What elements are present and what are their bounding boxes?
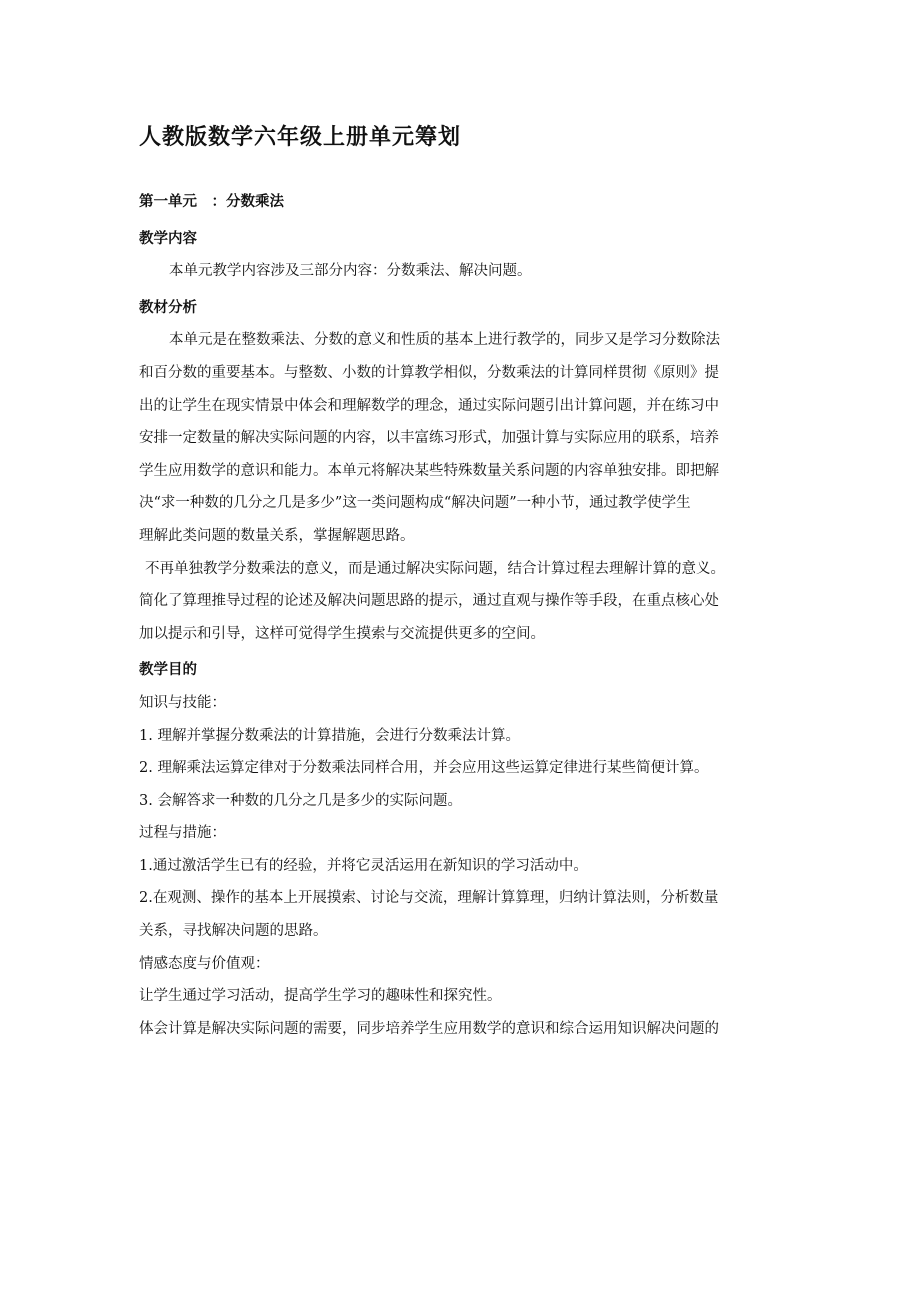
process-line: 关系，寻找解决问题的思路。 — [139, 923, 328, 940]
process-line: 2.在观测、操作的基本上开展摸索、讨论与交流，理解计算算理，归纳计算法则，分析数量 — [139, 890, 719, 907]
knowledge-item: 1. 理解并掌握分数乘法的计算措施，会进行分数乘法计算。 — [139, 727, 520, 744]
analysis-line: 学生应用数学的意识和能力。本单元将解决某些特殊数量关系问题的内容单独安排。即把解 — [139, 462, 719, 479]
knowledge-label: 知识与技能： — [139, 694, 226, 711]
analysis-line: 安排一定数量的解决实际问题的内容，以丰富练习形式，加强计算与实际应用的联系，培养 — [139, 430, 719, 447]
unit-heading: 第一单元 ：分数乘法 — [139, 193, 284, 210]
process-line: 1.通过激活学生已有的经验，并将它灵活运用在新知识的学习活动中。 — [139, 857, 588, 874]
attitude-label: 情感态度与价值观： — [139, 955, 270, 972]
section-heading-analysis: 教材分析 — [139, 298, 197, 316]
process-label: 过程与措施： — [139, 825, 226, 842]
section-heading-content: 教学内容 — [139, 229, 197, 247]
document-title: 人教版数学六年级上册单元筹划 — [139, 124, 462, 150]
knowledge-item: 2. 理解乘法运算定律对于分数乘法同样合用，并会应用这些运算定律进行某些简便计算。 — [139, 760, 709, 777]
analysis-line: 理解此类问题的数量关系，掌握解题思路。 — [139, 527, 415, 544]
analysis-line: 决“求一种数的几分之几是多少”这一类问题构成“解决问题”一种小节，通过教学使学生 — [139, 495, 691, 512]
analysis-line: 本单元是在整数乘法、分数的意义和性质的基本上进行教学的，同步又是学习分数除法 — [169, 332, 720, 349]
analysis2-line: 加以提示和引导，这样可觉得学生摸索与交流提供更多的空间。 — [139, 625, 545, 642]
analysis2-line: 不再单独教学分数乘法的意义，而是通过解决实际问题，结合计算过程去理解计算的意义。 — [145, 560, 725, 577]
content-paragraph: 本单元教学内容涉及三部分内容：分数乘法、解决问题。 — [169, 263, 532, 280]
knowledge-item: 3. 会解答求一种数的几分之几是多少的实际问题。 — [139, 792, 462, 809]
analysis2-line: 简化了算理推导过程的论述及解决问题思路的提示，通过直观与操作等手段，在重点核心处 — [139, 593, 719, 610]
analysis-line: 出的让学生在现实情景中体会和理解数学的理念，通过实际问题引出计算问题，并在练习中 — [139, 397, 719, 414]
analysis-line: 和百分数的重要基本。与整数、小数的计算教学相似，分数乘法的计算同样贯彻《原则》提 — [139, 364, 719, 381]
document-body — [139, 186, 794, 1045]
section-heading-goals: 教学目的 — [139, 661, 197, 679]
attitude-line: 体会计算是解决实际问题的需要，同步培养学生应用数学的意识和综合运用知识解决问题的 — [139, 1020, 719, 1037]
attitude-line: 让学生通过学习活动，提高学生学习的趣味性和探究性。 — [139, 988, 502, 1005]
